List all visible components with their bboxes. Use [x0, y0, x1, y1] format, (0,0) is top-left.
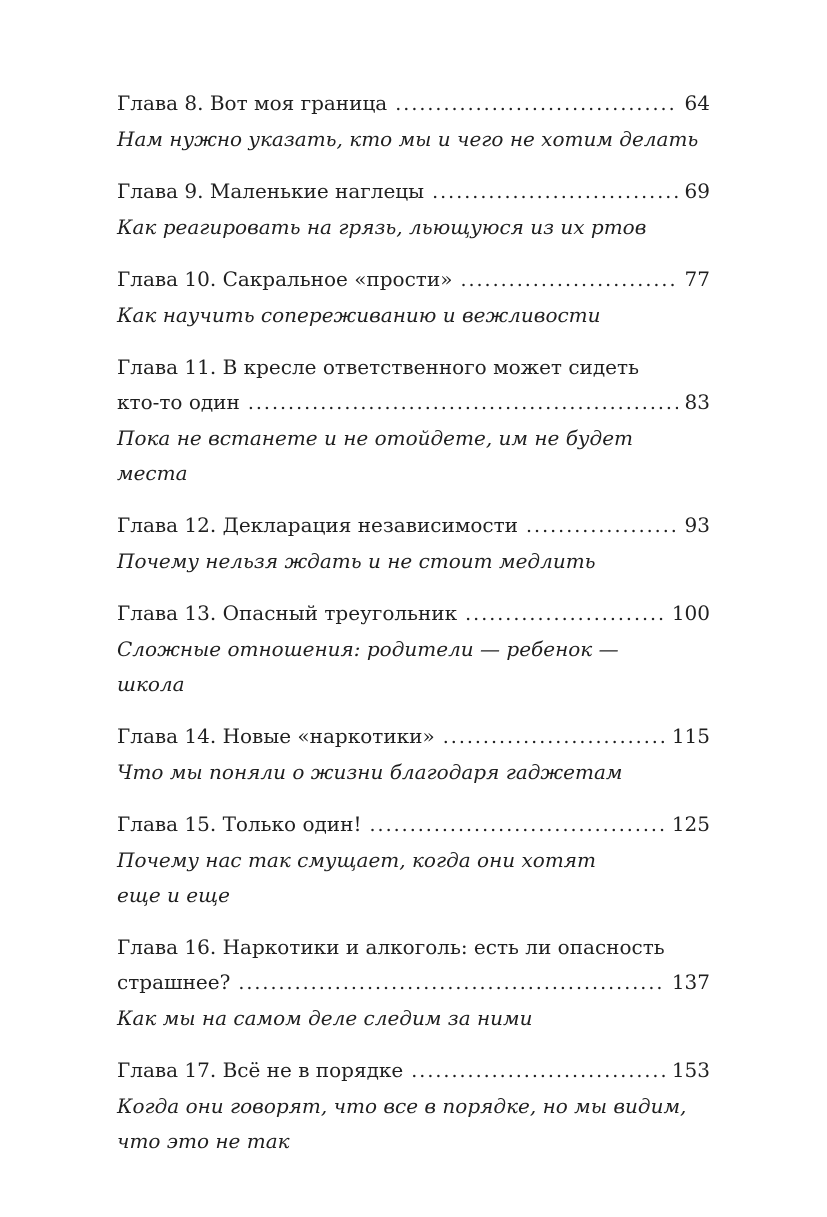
- chapter-title-text: Глава 10. Сакральное «прости»: [117, 267, 453, 291]
- chapter-subtitle-line: Сложные отношения: родители — ребенок —: [117, 637, 619, 661]
- chapter-subtitle: [117, 298, 710, 333]
- toc-entry: [117, 930, 710, 1036]
- chapter-subtitle: [117, 122, 710, 157]
- chapter-title: [117, 508, 710, 544]
- chapter-subtitle-line: Как мы на самом деле следим за ними: [117, 1006, 533, 1030]
- page-number: 137: [671, 970, 710, 994]
- chapter-title-line: [117, 174, 710, 210]
- chapter-subtitle: [117, 1089, 710, 1159]
- chapter-title-text: Глава 16. Наркотики и алкоголь: есть ли опасность: [117, 935, 665, 959]
- toc-entry: [117, 350, 710, 491]
- page-number: 125: [671, 812, 710, 836]
- chapter-title-line: [117, 807, 710, 843]
- chapter-title-text: Глава 17. Всё не в порядке: [117, 1058, 404, 1082]
- chapter-subtitle: [117, 1001, 710, 1036]
- chapter-subtitle: [117, 544, 710, 579]
- chapter-title: [117, 807, 710, 843]
- chapter-title: [117, 86, 710, 122]
- chapter-title-line: [117, 350, 710, 385]
- page-number: 77: [684, 267, 710, 291]
- chapter-title-text: Глава 12. Декларация независимости: [117, 513, 519, 537]
- chapter-subtitle-line: Как реагировать на грязь, льющуюся из их ртов: [117, 215, 647, 239]
- dot-leader: [248, 385, 678, 421]
- chapter-title: [117, 596, 710, 632]
- chapter-title-text: Глава 8. Вот моя граница: [117, 91, 388, 115]
- chapter-subtitle-line: Почему нас так смущает, когда они хотят: [117, 848, 596, 872]
- chapter-subtitle-line: Что мы поняли о жизни благодаря гаджетам: [117, 760, 623, 784]
- chapter-title: [117, 262, 710, 298]
- chapter-subtitle: [117, 210, 710, 245]
- chapter-title: [117, 1053, 710, 1089]
- table-of-contents: [117, 86, 710, 1159]
- chapter-title-text: Глава 13. Опасный треугольник: [117, 601, 458, 625]
- chapter-title-line: [117, 262, 710, 298]
- chapter-subtitle: [117, 632, 710, 702]
- page-number: 64: [684, 91, 710, 115]
- chapter-subtitle-line: что это не так: [117, 1129, 290, 1153]
- chapter-title-line: [117, 930, 710, 965]
- dot-leader: [411, 1053, 665, 1089]
- toc-entry: [117, 807, 710, 913]
- dot-leader: [370, 807, 665, 843]
- chapter-subtitle-line: Пока не встанете и не отойдете, им не будет: [117, 426, 634, 450]
- dot-leader: [526, 508, 678, 544]
- chapter-title-line: [117, 1053, 710, 1089]
- chapter-title-line: [117, 965, 710, 1001]
- page-number: 69: [684, 179, 710, 203]
- page-number: 100: [671, 601, 710, 625]
- chapter-title-line: [117, 385, 710, 421]
- chapter-title-line: [117, 508, 710, 544]
- chapter-subtitle-line: Нам нужно указать, кто мы и чего не хотим делать: [117, 127, 699, 151]
- dot-leader: [395, 86, 677, 122]
- chapter-subtitle-line: школа: [117, 672, 185, 696]
- chapter-subtitle-line: Почему нельзя ждать и не стоит медлить: [117, 549, 596, 573]
- toc-entry: [117, 719, 710, 790]
- toc-entry: [117, 1053, 710, 1159]
- chapter-subtitle-line: еще и еще: [117, 883, 230, 907]
- chapter-subtitle-line: Когда они говорят, что все в порядке, но мы видим,: [117, 1094, 687, 1118]
- chapter-title-text: Глава 15. Только один!: [117, 812, 362, 836]
- chapter-title-line: [117, 86, 710, 122]
- chapter-title: [117, 719, 710, 755]
- dot-leader: [465, 596, 665, 632]
- toc-entry: [117, 174, 710, 245]
- page-number: 93: [684, 513, 710, 537]
- chapter-subtitle: [117, 755, 710, 790]
- chapter-title: [117, 174, 710, 210]
- dot-leader: [432, 174, 677, 210]
- chapter-title-text: кто-то один: [117, 390, 240, 414]
- chapter-title-text: страшнее?: [117, 970, 231, 994]
- chapter-title-line: [117, 719, 710, 755]
- toc-entry: [117, 596, 710, 702]
- chapter-subtitle-line: Как научить сопереживанию и вежливости: [117, 303, 601, 327]
- dot-leader: [443, 719, 665, 755]
- chapter-title-text: Глава 14. Новые «наркотики»: [117, 724, 435, 748]
- chapter-title-line: [117, 596, 710, 632]
- toc-entry: [117, 262, 710, 333]
- dot-leader: [238, 965, 665, 1001]
- chapter-subtitle: [117, 843, 710, 913]
- chapter-subtitle: [117, 421, 710, 491]
- toc-entry: [117, 508, 710, 579]
- page-number: 83: [684, 390, 710, 414]
- dot-leader: [460, 262, 677, 298]
- chapter-title: [117, 350, 710, 421]
- toc-entry: [117, 86, 710, 157]
- page-number: 153: [671, 1058, 710, 1082]
- chapter-title: [117, 930, 710, 1001]
- chapter-title-text: Глава 9. Маленькие наглецы: [117, 179, 425, 203]
- page-number: 115: [671, 724, 710, 748]
- chapter-title-text: Глава 11. В кресле ответственного может сидеть: [117, 355, 639, 379]
- chapter-subtitle-line: места: [117, 461, 188, 485]
